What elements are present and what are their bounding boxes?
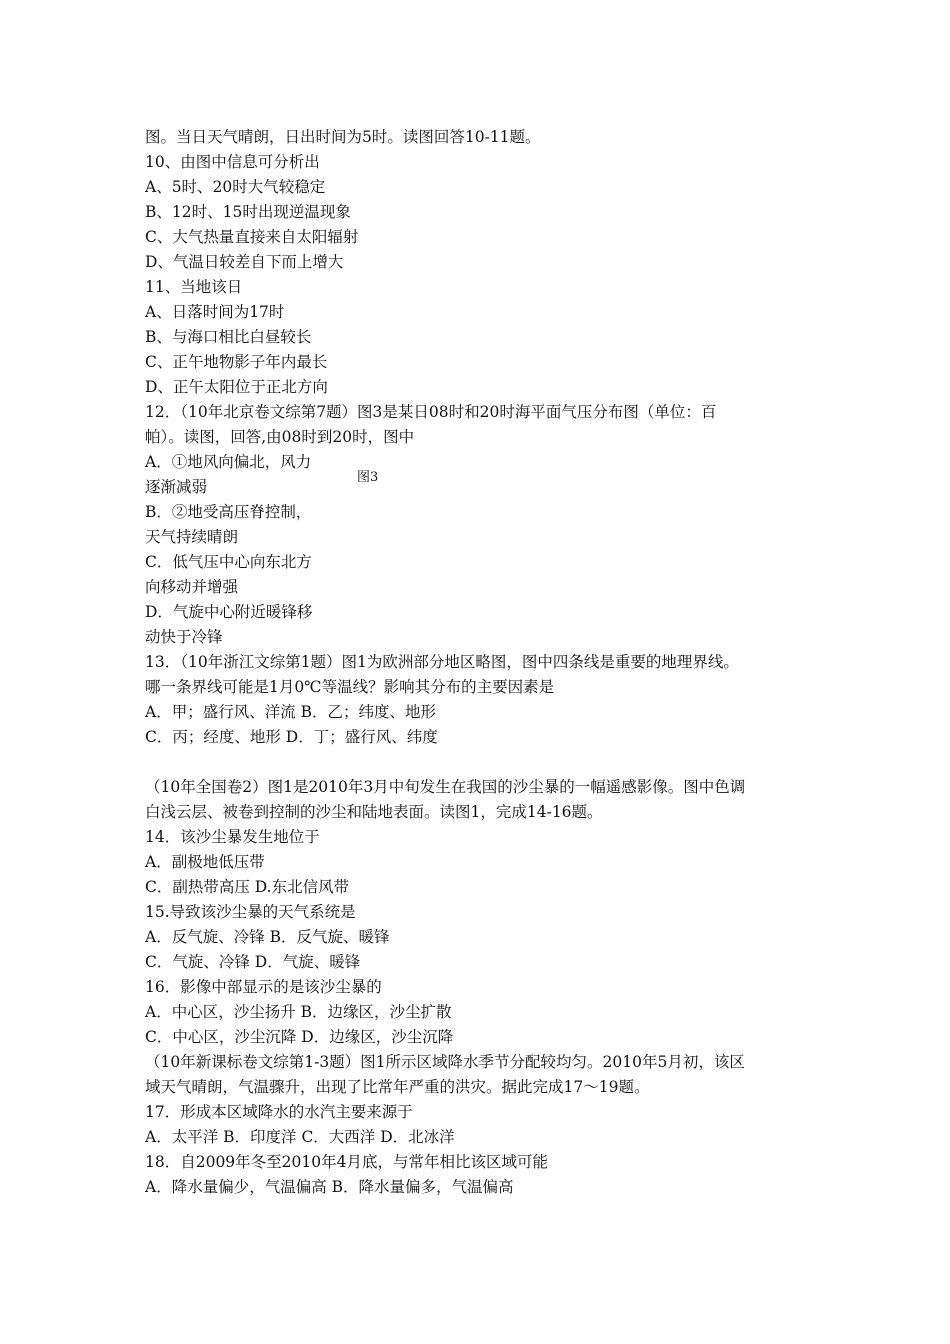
question-12-option-a: A．①地风向偏北，风力	[145, 453, 312, 471]
question-10-option-c: C、大气热量直接来自太阳辐射	[145, 228, 359, 246]
question-12-option-c: C．低气压中心向东北方	[145, 553, 312, 571]
question-12-stem: 12．（10年北京卷文综第7题）图3是某日08时和20时海平面气压分布图（单位：百	[145, 403, 717, 421]
question-12-option-b-cont: 天气持续晴朗	[145, 528, 239, 546]
question-11-stem: 11、当地该日	[145, 278, 243, 296]
question-13-stem-cont: 哪一条界线可能是1月0℃等温线？影响其分布的主要因素是	[145, 678, 555, 696]
question-13-options-ab: A．甲；盛行风、洋流 B．乙；纬度、地形	[145, 703, 437, 721]
question-12-option-d-cont: 动快于冷锋	[145, 628, 223, 646]
question-11-option-c: C、正午地物影子年内最长	[145, 353, 328, 371]
question-12-option-d: D．气旋中心附近暖锋移	[145, 603, 313, 621]
question-16-options-cd: C．中心区，沙尘沉降 D．边缘区，沙尘沉降	[145, 1028, 454, 1046]
question-12-option-a-cont: 逐渐减弱	[145, 478, 208, 496]
question-10-option-b: B、12时、15时出现逆温现象	[145, 203, 351, 221]
question-18-options-ab: A．降水量偏少，气温偏高 B．降水量偏多，气温偏高	[145, 1178, 514, 1196]
question-15-stem: 15.导致该沙尘暴的天气系统是	[145, 903, 356, 921]
question-17-options: A．太平洋 B．印度洋 C．大西洋 D．北冰洋	[145, 1128, 455, 1146]
passage-17-19: （10年新课标卷文综第1-3题）图1所示区域降水季节分配较均匀。2010年5月初，该区	[145, 1053, 745, 1071]
question-13-options-cd: C．丙；经度、地形 D．丁；盛行风、纬度	[145, 728, 438, 746]
question-15-options-ab: A．反气旋、冷锋 B．反气旋、暖锋	[145, 928, 390, 946]
question-12-stem-cont: 帕）。读图，回答,由08时到20时，图中	[145, 428, 415, 446]
question-14-options-cd: C．副热带高压 D.东北信风带	[145, 878, 350, 896]
question-10-stem: 10、由图中信息可分析出	[145, 153, 320, 171]
question-14-stem: 14．该沙尘暴发生地位于	[145, 828, 320, 846]
question-12-option-c-cont: 向移动并增强	[145, 578, 239, 596]
passage-14-16: （10年全国卷2）图1是2010年3月中旬发生在我国的沙尘暴的一幅遥感影像。图中色调	[145, 778, 746, 796]
passage-17-19-cont: 域天气晴朗，气温骤升，出现了比常年严重的洪灾。据此完成17～19题。	[145, 1078, 650, 1096]
question-10-option-a: A、5时、20时大气较稳定	[145, 178, 326, 196]
question-13-stem: 13．（10年浙江文综第1题）图1为欧洲部分地区略图，图中四条线是重要的地理界线。	[145, 653, 739, 671]
passage-14-16-cont: 白浅云层、被卷到控制的沙尘和陆地表面。读图1，完成14-16题。	[145, 803, 603, 821]
question-14-option-a: A．副极地低压带	[145, 853, 265, 871]
question-15-options-cd: C．气旋、冷锋 D．气旋、暖锋	[145, 953, 361, 971]
question-18-stem: 18．自2009年冬至2010年4月底，与常年相比该区域可能	[145, 1153, 548, 1171]
question-12-option-b: B．②地受高压脊控制，	[145, 503, 312, 521]
question-11-option-d: D、正午太阳位于正北方向	[145, 378, 328, 396]
question-17-stem: 17．形成本区域降水的水汽主要来源于	[145, 1103, 413, 1121]
question-10-option-d: D、气温日较差自下而上增大	[145, 253, 344, 271]
question-16-stem: 16．影像中部显示的是该沙尘暴的	[145, 978, 382, 996]
question-16-options-ab: A．中心区，沙尘扬升 B．边缘区，沙尘扩散	[145, 1003, 452, 1021]
text-line: 图。当日天气晴朗，日出时间为5时。读图回答10-11题。	[145, 128, 541, 146]
question-11-option-a: A、日落时间为17时	[145, 303, 285, 321]
question-11-option-b: B、与海口相比白昼较长	[145, 328, 312, 346]
figure-caption: 图3	[357, 470, 379, 485]
